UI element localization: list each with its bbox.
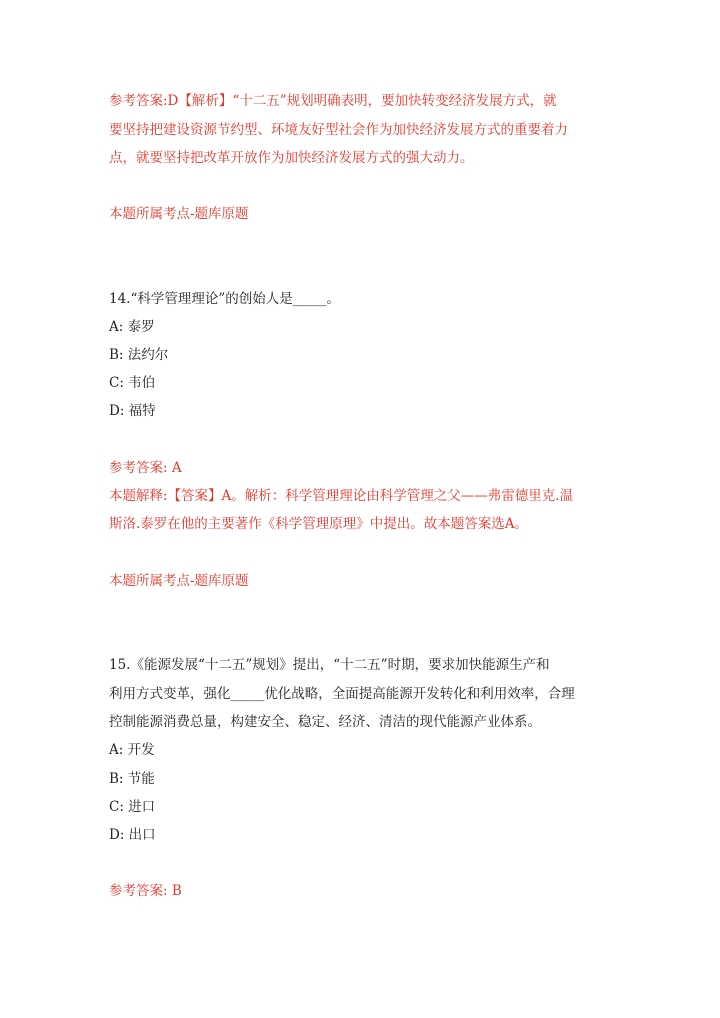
answer-explanation-line: 点，就要坚持把改革开放作为加快经济发展方式的强大动力。 [109,150,474,166]
reference-answer: 参考答案: A [109,460,182,476]
answer-explanation-line: 要坚持把建设资源节约型、环境友好型社会作为加快经济发展方式的重要着力 [109,122,568,138]
option-d: D: 出口 [109,827,156,843]
option-b: B: 法约尔 [109,347,169,363]
reference-answer: 参考答案: B [109,883,182,899]
option-a: A: 开发 [109,742,155,758]
question-stem: 15.《能源发展“十二五”规划》提出，“十二五”时期，要求加快能源生产和 [109,657,550,673]
answer-explanation-line: 本题解释:【答案】A。解析：科学管理理论由科学管理之父——弗雷德里克.温 [109,488,574,504]
answer-explanation-line: 参考答案:D【解析】“十二五”规划明确表明，要加快转变经济发展方式，就 [109,93,557,109]
question-source: 本题所属考点-题库原题 [109,206,249,222]
question-stem: 利用方式变革，强化_____优化战略，全面提高能源开发转化和利用效率，合理 [109,686,575,702]
option-c: C: 进口 [109,799,156,815]
answer-explanation-line: 斯洛.泰罗在他的主要著作《科学管理原理》中提出。故本题答案选A。 [109,516,529,532]
option-d: D: 福特 [109,403,156,419]
question-stem: 控制能源消费总量，构建安全、稳定、经济、清洁的现代能源产业体系。 [109,714,541,730]
option-c: C: 韦伯 [109,375,156,391]
question-source: 本题所属考点-题库原题 [109,573,249,589]
option-a: A: 泰罗 [109,319,155,335]
option-b: B: 节能 [109,771,155,787]
question-stem: 14.“科学管理理论”的创始人是_____。 [109,291,341,307]
